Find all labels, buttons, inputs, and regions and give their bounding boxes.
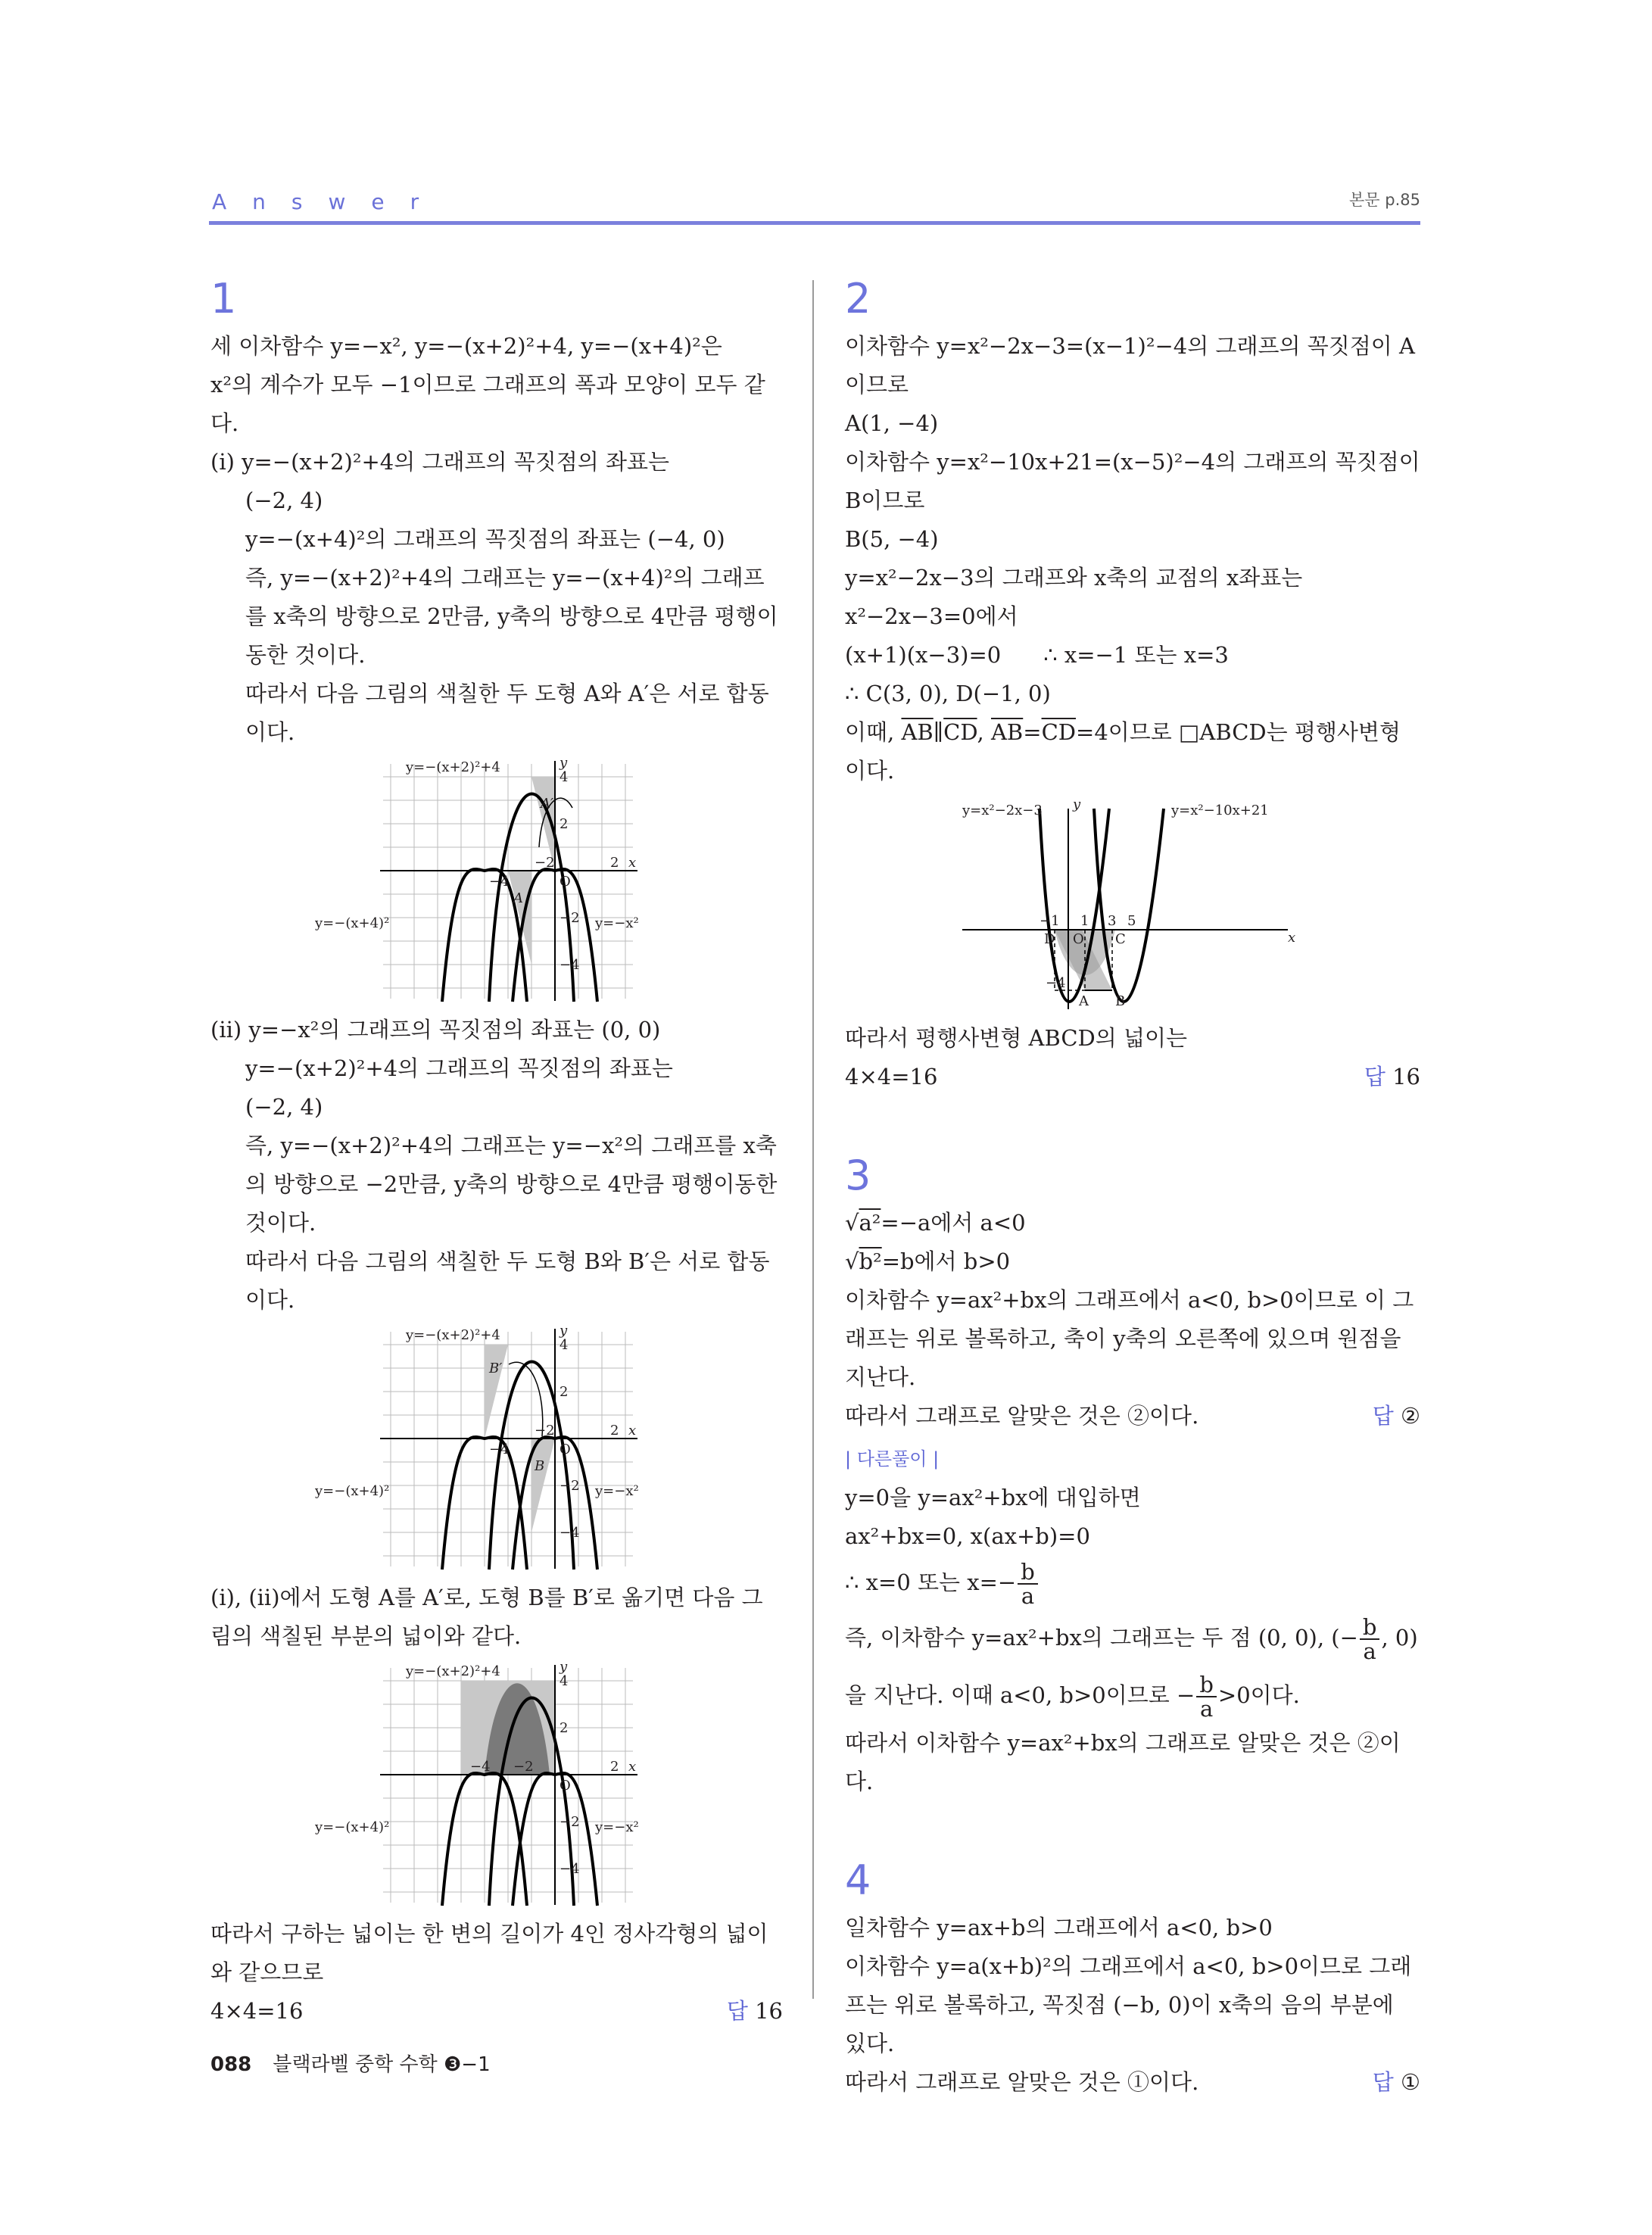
book-title: 블랙라벨 중학 수학 ❸−1 [273,2053,491,2076]
text-part: =b에서 b>0 [881,1248,1011,1274]
q3-line [845,1556,1420,1609]
equation: ∴ x=−1 또는 x=3 [1043,642,1229,668]
tick-label: 2 [559,1384,569,1400]
numerator: b [1018,1560,1038,1585]
q1-line: 따라서 다음 그림의 색칠한 두 도형 A와 A′은 서로 합동이다. [245,681,769,745]
tick-label: −2 [535,1423,555,1439]
tick-label: 4 [559,769,569,785]
q1-line: 따라서 다음 그림의 색칠한 두 도형 B와 B′은 서로 합동이다. [245,1248,770,1313]
tick-label: −4 [489,1442,510,1457]
curve-label: y=−(x+2)²+4 [406,1327,500,1343]
q2-line: y=x²−2x−3의 그래프와 x축의 교점의 x좌표는 [845,565,1303,591]
region-label: A [513,890,523,906]
text-part: 즉, 이차함수 y=ax²+bx의 그래프는 두 점 (0, 0), [845,1625,1332,1651]
axis-label: y [559,1659,568,1675]
curve-label: y=−(x+4)² [315,1819,390,1835]
text-part: =−a에서 a<0 [881,1210,1026,1236]
axis-label: x [1288,930,1296,946]
text-part: , [977,719,991,745]
tick-label: −2 [535,855,555,871]
tick-label: 2 [559,816,569,832]
q2-line [845,636,1420,675]
q4-line: 일차함수 y=ax+b의 그래프에서 a<0, b>0 [845,1915,1273,1940]
origin-label: O [1073,931,1084,947]
q3-line [845,1666,1420,1724]
text-part: , 0) [1381,1625,1418,1651]
text-part: 따라서 그래프로 알맞은 것은 ①이다. [845,2069,1199,2095]
region-label: B′ [489,1361,503,1376]
header-rule [209,221,1420,225]
denominator: a [1021,1583,1035,1609]
region-label: B [535,1458,545,1474]
numerator: b [1360,1616,1380,1640]
tick-label: −2 [559,910,580,926]
equals-sign: = [1023,719,1042,745]
graph-figure-3 [315,1659,678,1909]
page-number: 088 [210,2053,252,2076]
tick-label: 1 [1080,913,1089,929]
text-part: 이때, [845,719,902,745]
curve-label: y=−(x+2)²+4 [406,1663,500,1679]
alternative-solution-label: | 다른풀이 | [845,1448,940,1470]
q1-case-i: (ⅰ) y=−(x+2)²+4의 그래프의 꼭짓점의 좌표는 [210,449,670,475]
q1-result: 4×4=16 [210,1998,304,2024]
numerator: b [1196,1673,1217,1697]
q4-line: 이차함수 y=a(x+b)²의 그래프에서 a<0, b>0이므로 그래프는 위로 볼록하고, 꼭짓점 (−b, 0)이 x축의 음의 부분에 있다. [845,1953,1412,2056]
denominator: a [1363,1638,1376,1664]
text-part: ∴ x=0 또는 x=− [845,1569,1017,1595]
q2-line: B(5, −4) [845,526,939,552]
curve-label: y=−(x+4)² [315,915,390,931]
curve-label: y=−x² [595,1819,639,1835]
answer-label: 답 [1372,2069,1394,2095]
curve-label: y=−(x+4)² [315,1483,390,1499]
radicand: a² [859,1210,881,1236]
answer-label: 답 [726,1998,748,2024]
tick-label: −2 [559,1478,580,1494]
answer-badge [727,1992,783,2031]
tick-label: −4 [489,874,510,890]
q1-line: x²의 계수가 모두 −1이므로 그래프의 폭과 모양이 모두 같다. [210,372,765,436]
curve-label: y=x²−10x+21 [1171,803,1269,818]
tick-label: −4 [559,1525,580,1541]
q2-line: x²−2x−3=0에서 [845,603,1018,629]
tick-label: −1 [1040,913,1060,929]
fraction [1018,1560,1038,1607]
q1-line: y=−(x+4)²의 그래프의 꼭짓점의 좌표는 (−4, 0) [245,526,725,552]
text-part: (− [1331,1625,1358,1651]
tick-label: −4 [559,957,580,973]
q2-line: ∴ C(3, 0), D(−1, 0) [845,681,1051,706]
q2-result: 4×4=16 [845,1064,938,1089]
q3-line: √a²=−a에서 a<0 [845,1210,1026,1236]
text-part: 따라서 그래프로 알맞은 것은 ②이다. [845,1403,1199,1429]
column-divider [812,280,814,1999]
segment-ab: $\overline{AB}$ [901,719,934,745]
q1-case-ii: (ⅱ) y=−x²의 그래프의 꼭짓점의 좌표는 (0, 0) [210,1017,661,1043]
tick-label: 3 [1108,913,1117,929]
tick-label: 2 [559,1720,569,1736]
curve-label: y=−x² [595,915,639,931]
answer-value: 16 [1392,1064,1420,1089]
section-header: Answer [212,189,445,214]
answer-value: 16 [755,1998,783,2024]
tick-label: −4 [1046,975,1066,991]
q3-line: √b²=b에서 b>0 [845,1248,1011,1274]
q1-line: y=−(x+2)²+4의 그래프의 꼭짓점의 좌표는 [245,1055,673,1081]
tick-label: 5 [1127,913,1136,929]
problem-number-4: 4 [845,1856,871,1904]
tick-label: 2 [610,855,619,871]
point-label: B [1115,993,1126,1009]
equation: (x+1)(x−3)=0 [845,642,1002,668]
q1-answer-line [210,1992,783,2031]
q3-answer-line [845,1397,1420,1435]
point-label: A [1079,993,1089,1009]
graph-figure-1 [315,755,678,1005]
problem-number-2: 2 [845,275,871,323]
curve-label: y=x²−2x−3 [962,803,1043,818]
q1-line: 세 이차함수 y=−x², y=−(x+2)²+4, y=−(x+4)²은 [210,333,722,359]
tick-label: 4 [559,1673,569,1689]
segment-cd: $\overline{CD}$ [1041,719,1077,745]
q1-line: (−2, 4) [245,1094,323,1120]
answer-badge [1364,1058,1420,1096]
q2-line: 이차함수 y=x²−10x+21=(x−5)²−4의 그래프의 꼭짓점이 B이므로 [845,449,1420,513]
q3-line: 따라서 이차함수 y=ax²+bx의 그래프로 알맞은 것은 ②이다. [845,1730,1401,1794]
tick-label: −4 [470,1759,491,1775]
answer-badge [1373,2063,1420,2102]
q2-answer-line [845,1058,1420,1096]
q2-line: 따라서 평행사변형 ABCD의 넓이는 [845,1025,1188,1051]
answer-value: ② [1401,1403,1420,1429]
graph-figure-2 [315,1323,678,1573]
q1-line: 따라서 구하는 넓이는 한 변의 길이가 4인 정사각형의 넓이와 같으므로 [210,1921,768,1985]
parallel-sign: ∥ [933,719,944,745]
tick-label: 4 [559,1337,569,1353]
tick-label: −2 [513,1759,534,1775]
page-reference: 본문 p.85 [1349,191,1420,209]
point-label: D [1044,931,1055,947]
region-label: A′ [541,796,554,812]
q1-line: (−2, 4) [245,488,323,513]
problem-number-1: 1 [210,275,237,323]
axis-label: y [559,1323,568,1339]
q2-line [845,713,1420,790]
origin-label: O [559,1778,571,1794]
tick-label: 2 [610,1759,619,1775]
curve-label: y=−(x+2)²+4 [406,759,500,775]
axis-label: x [628,855,637,871]
q3-line [845,1609,1420,1666]
q2-line: A(1, −4) [845,410,939,436]
q4-answer-line [845,2063,1420,2102]
axis-label: y [1073,796,1081,812]
answer-label: 답 [1372,1403,1394,1429]
q1-line: (ⅰ), (ⅱ)에서 도형 A를 A′로, 도형 B를 B′로 옮기면 다음 그림의 색칠된 부분의 넓이와 같다. [210,1585,763,1649]
right-column [845,273,1420,2102]
axis-label: x [628,1423,637,1439]
origin-label: O [559,874,571,890]
fraction [1196,1673,1217,1720]
fraction [1360,1616,1380,1663]
q1-line: 즉, y=−(x+2)²+4의 그래프는 y=−(x+4)²의 그래프를 x축의 방향으로 2만큼, y축의 방향으로 4만큼 평행이동한 것이다. [245,565,778,668]
axis-label: y [559,755,568,771]
q2-line: 이차함수 y=x²−2x−3=(x−1)²−4의 그래프의 꼭짓점이 A이므로 [845,333,1415,397]
tick-label: −4 [559,1861,580,1877]
graph-figure-4 [955,793,1311,1013]
left-column [210,273,783,2031]
segment-ab: $\overline{AB}$ [990,719,1024,745]
answer-label: 답 [1364,1064,1385,1089]
q3-line: ax²+bx=0, x(ax+b)=0 [845,1523,1090,1549]
tick-label: 2 [610,1423,619,1439]
q3-line: 이차함수 y=ax²+bx의 그래프에서 a<0, b>0이므로 이 그래프는 위로 볼록하고, 축이 y축의 오른쪽에 있으며 원점을 지난다. [845,1287,1414,1390]
q3-line: y=0을 y=ax²+bx에 대입하면 [845,1485,1141,1510]
curve-label: y=−x² [595,1483,639,1499]
text-part: 을 지난다. 이때 a<0, b>0이므로 − [845,1682,1195,1708]
answer-value: ① [1401,2069,1420,2095]
q1-line: 즉, y=−(x+2)²+4의 그래프는 y=−x²의 그래프를 x축의 방향으로 −2만큼, y축의 방향으로 4만큼 평행이동한 것이다. [245,1133,778,1236]
axis-label: x [628,1759,637,1775]
page-footer [210,2049,491,2077]
tick-label: −2 [559,1814,580,1830]
point-label: C [1115,931,1126,947]
origin-label: O [559,1442,571,1457]
segment-cd: $\overline{CD}$ [943,719,977,745]
problem-number-3: 3 [845,1152,871,1199]
text-part: >0이다. [1217,1682,1300,1708]
answer-badge [1373,1397,1420,1435]
denominator: a [1199,1696,1214,1722]
radicand: b² [859,1248,882,1274]
text-part: =4이므로 □ABCD는 평행사변형이다. [845,719,1401,784]
